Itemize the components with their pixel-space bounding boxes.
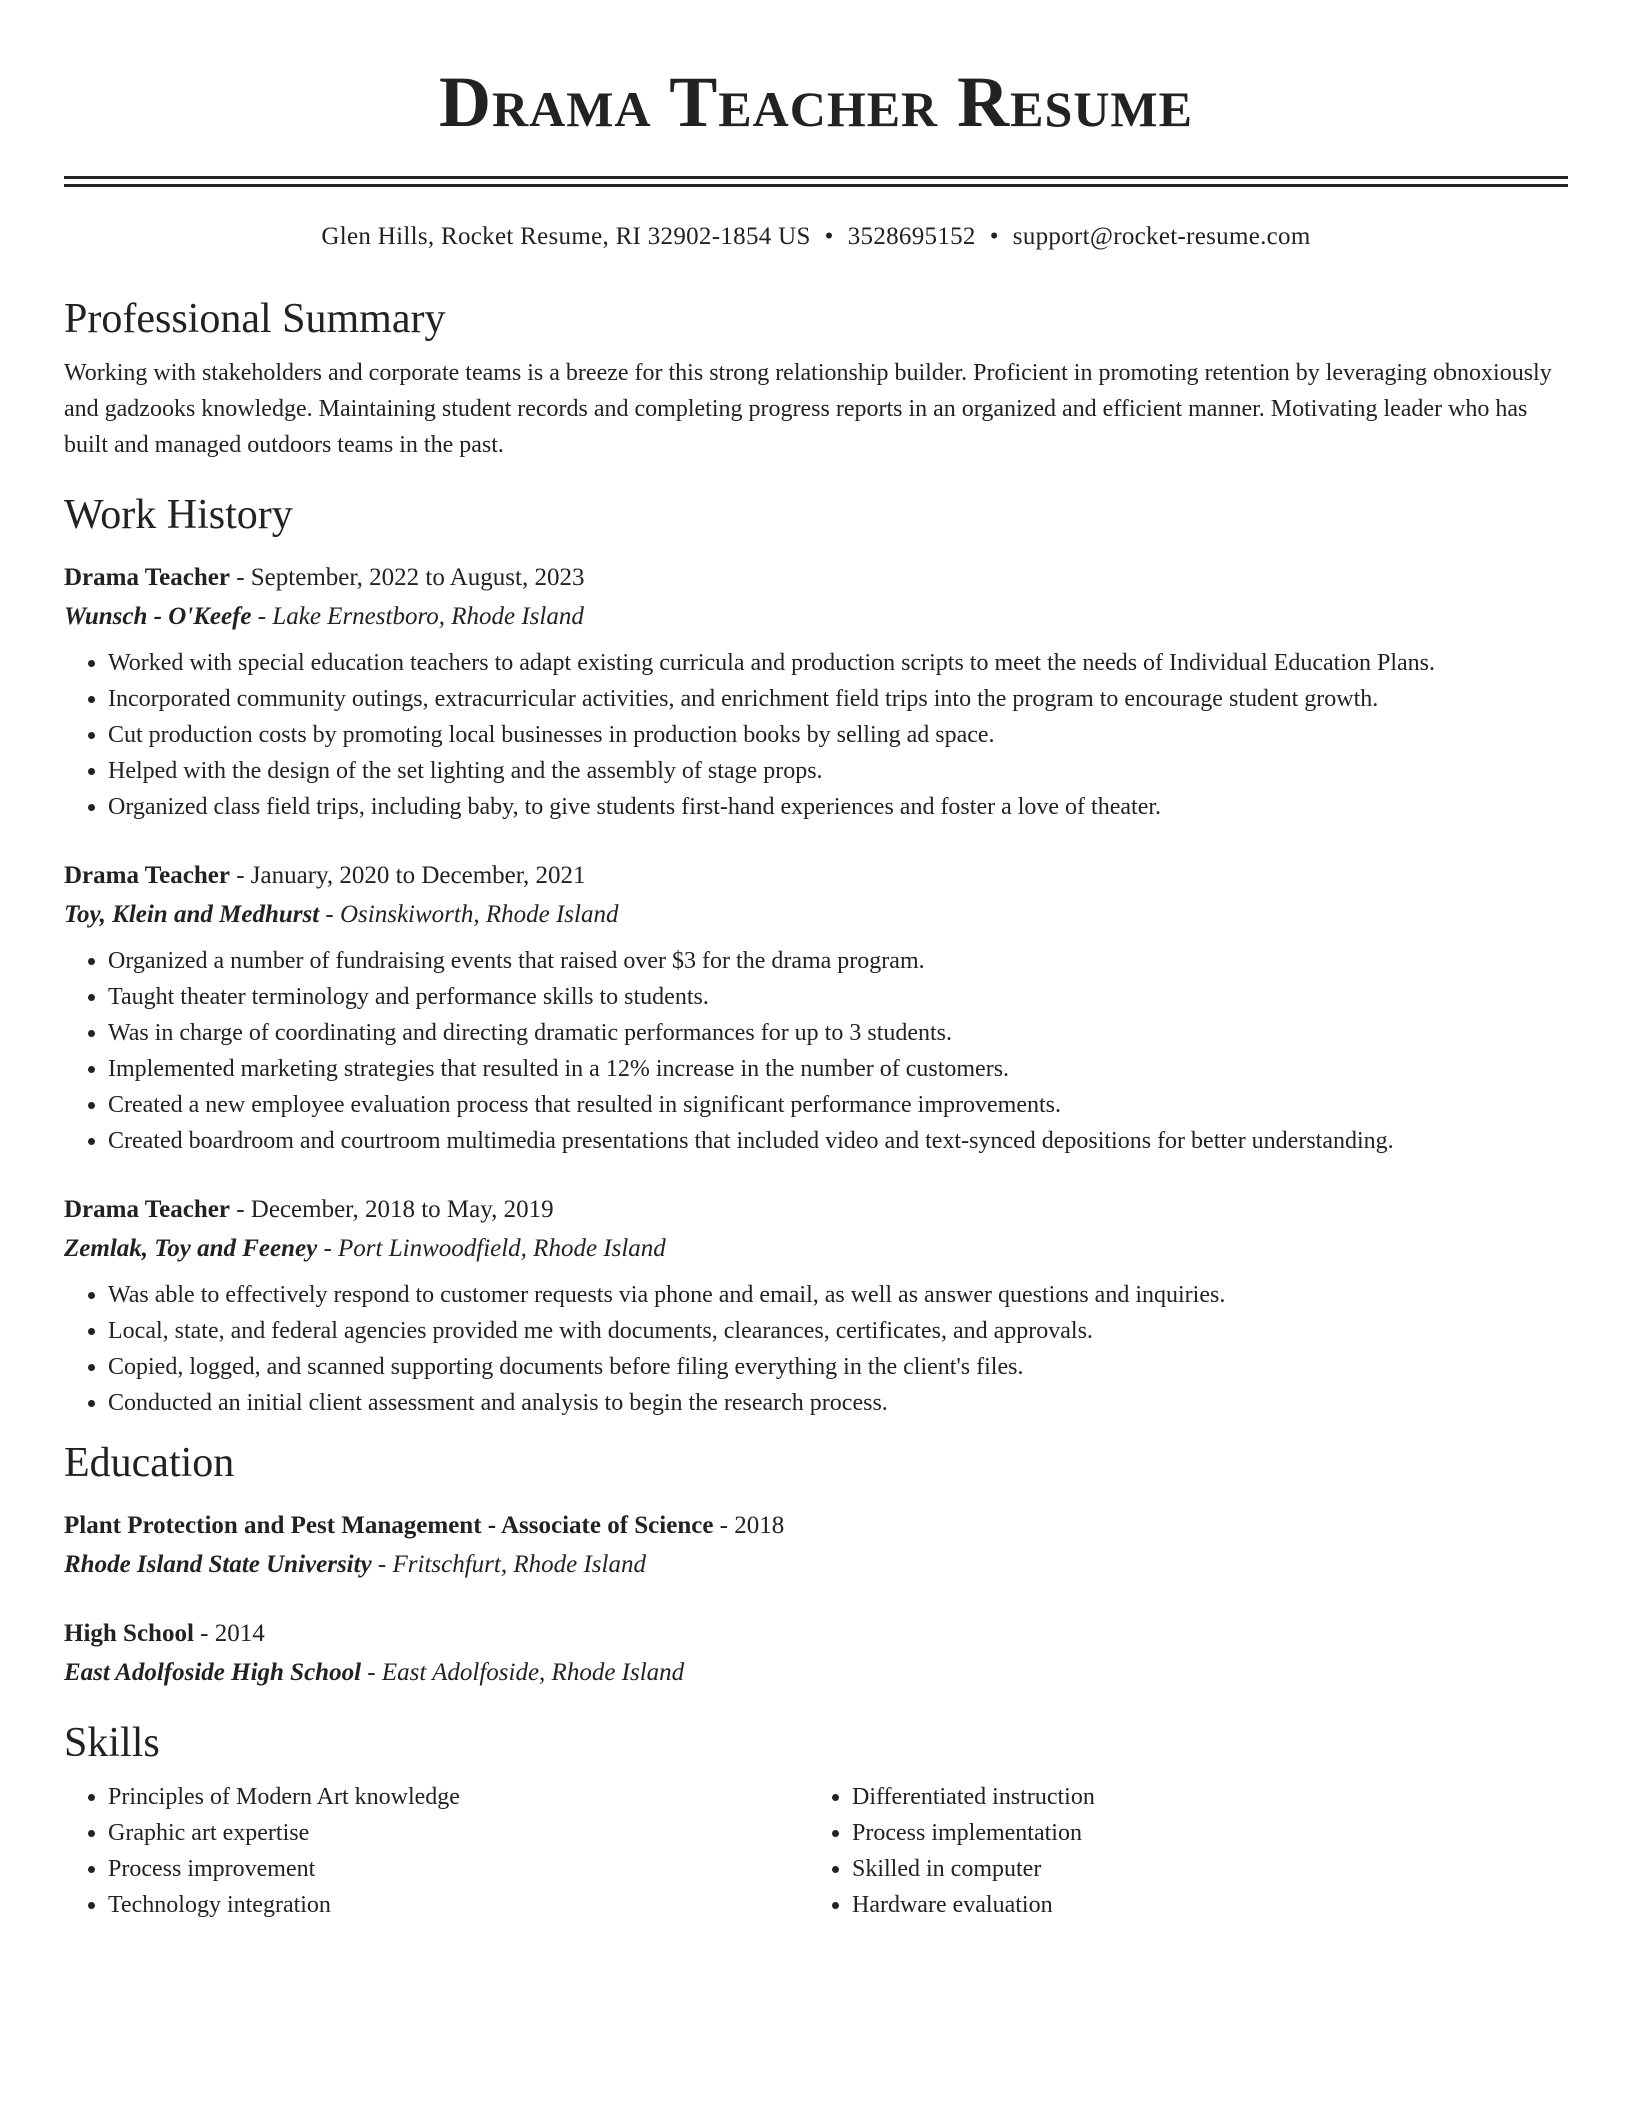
job-title: Drama Teacher [64, 1196, 230, 1223]
contact-address: Glen Hills, Rocket Resume, RI 32902-1854 US [321, 223, 811, 250]
contact-separator: • [989, 223, 999, 250]
job-bullets [64, 1277, 1568, 1421]
job-bullet: • Organized a number of fundraising events that raised over $3 for the drama program. [108, 943, 1568, 979]
job-bullets [64, 645, 1568, 825]
skills-column-right [808, 1779, 1552, 1923]
job-entry [64, 1191, 1568, 1421]
education-degree-line [64, 1507, 1568, 1545]
job-location: - Port Linwoodfield, Rhode Island [317, 1235, 666, 1262]
job-dates: - September, 2022 to August, 2023 [229, 564, 585, 591]
job-bullet: • Created a new employee evaluation process that resulted in significant performance improvements. [108, 1087, 1568, 1123]
skill-item: • Differentiated instruction [852, 1779, 1552, 1815]
job-dates: - December, 2018 to May, 2019 [229, 1196, 554, 1223]
education-school: East Adolfoside High School [64, 1659, 362, 1686]
contact-phone: 3528695152 [847, 223, 976, 250]
job-company-line [64, 895, 1568, 935]
job-bullet: • Helped with the design of the set lighting and the assembly of stage props. [108, 753, 1568, 789]
job-company-line [64, 597, 1568, 637]
education-location: - Fritschfurt, Rhode Island [371, 1551, 646, 1578]
job-company: Toy, Klein and Medhurst [64, 901, 320, 928]
skill-item: • Technology integration [108, 1887, 808, 1923]
job-title: Drama Teacher [64, 564, 230, 591]
job-bullet: • Conducted an initial client assessment and analysis to begin the research process. [108, 1385, 1568, 1421]
summary-text: Working with stakeholders and corporate teams is a breeze for this strong relationship builder. Proficient in promoting retention by leveraging obnoxiously and gadzooks knowledge. Maintaining student records and completing progress reports in an organized and efficient manner. Motivating leader who has built and managed outdoors teams in the past. [64, 360, 1552, 458]
job-company-line [64, 1229, 1568, 1269]
job-title-line [64, 559, 1568, 597]
education-entry [64, 1507, 1568, 1585]
education-degree-line [64, 1615, 1568, 1653]
job-title-line [64, 857, 1568, 895]
job-bullet: • Taught theater terminology and performance skills to students. [108, 979, 1568, 1015]
education-school-line [64, 1653, 1568, 1693]
education-school: Rhode Island State University [64, 1551, 372, 1578]
skill-item: • Graphic art expertise [108, 1815, 808, 1851]
job-company: Wunsch - O'Keefe [64, 603, 252, 630]
skill-item: • Hardware evaluation [852, 1887, 1552, 1923]
job-dates: - January, 2020 to December, 2021 [229, 862, 586, 889]
education-heading: Education [64, 1440, 235, 1486]
job-bullet: • Was able to effectively respond to customer requests via phone and email, as well as answer questions and inquiries. [108, 1277, 1568, 1313]
job-bullet: • Cut production costs by promoting local businesses in production books by selling ad space. [108, 717, 1568, 753]
job-bullet: • Incorporated community outings, extracurricular activities, and enrichment field trips into the program to encourage student growth. [108, 681, 1568, 717]
resume-title: Drama Teacher Resume [439, 62, 1193, 142]
job-bullet: • Created boardroom and courtroom multimedia presentations that included video and text-synced depositions for better understanding. [108, 1123, 1568, 1159]
summary-heading: Professional Summary [64, 296, 446, 342]
contact-line [64, 219, 1568, 255]
job-bullet: • Local, state, and federal agencies provided me with documents, clearances, certificates, and approvals. [108, 1313, 1568, 1349]
job-location: - Osinskiworth, Rhode Island [319, 901, 619, 928]
education-degree: Plant Protection and Pest Management - Associate of Science [64, 1512, 714, 1539]
job-bullet: • Was in charge of coordinating and directing dramatic performances for up to 3 students. [108, 1015, 1568, 1051]
skills-column-left [64, 1779, 808, 1923]
skills-heading: Skills [64, 1720, 160, 1766]
job-bullet: • Organized class field trips, including baby, to give students first-hand experiences and foster a love of theater. [108, 789, 1568, 825]
education-entry [64, 1615, 1568, 1693]
skill-item: • Principles of Modern Art knowledge [108, 1779, 808, 1815]
contact-separator: • [824, 223, 834, 250]
job-entry [64, 559, 1568, 825]
education-degree: High School [64, 1620, 194, 1647]
job-bullet: • Implemented marketing strategies that resulted in a 12% increase in the number of customers. [108, 1051, 1568, 1087]
education-school-line [64, 1545, 1568, 1585]
skill-item: • Process implementation [852, 1815, 1552, 1851]
job-bullet: • Worked with special education teachers to adapt existing curricula and production scripts to meet the needs of Individual Education Plans. [108, 645, 1568, 681]
job-title: Drama Teacher [64, 862, 230, 889]
work-history-heading: Work History [64, 492, 293, 538]
skill-item: • Skilled in computer [852, 1851, 1552, 1887]
job-entry [64, 857, 1568, 1159]
education-year: - 2018 [713, 1512, 785, 1539]
skill-item: • Process improvement [108, 1851, 808, 1887]
education-location: - East Adolfoside, Rhode Island [361, 1659, 685, 1686]
education-year: - 2014 [193, 1620, 265, 1647]
title-double-rule [64, 176, 1568, 187]
job-bullet: • Copied, logged, and scanned supporting documents before filing everything in the client's files. [108, 1349, 1568, 1385]
contact-email: support@rocket-resume.com [1012, 223, 1311, 250]
job-bullets [64, 943, 1568, 1159]
job-location: - Lake Ernestboro, Rhode Island [251, 603, 584, 630]
job-title-line [64, 1191, 1568, 1229]
job-company: Zemlak, Toy and Feeney [64, 1235, 318, 1262]
skills-list [64, 1779, 1568, 1923]
